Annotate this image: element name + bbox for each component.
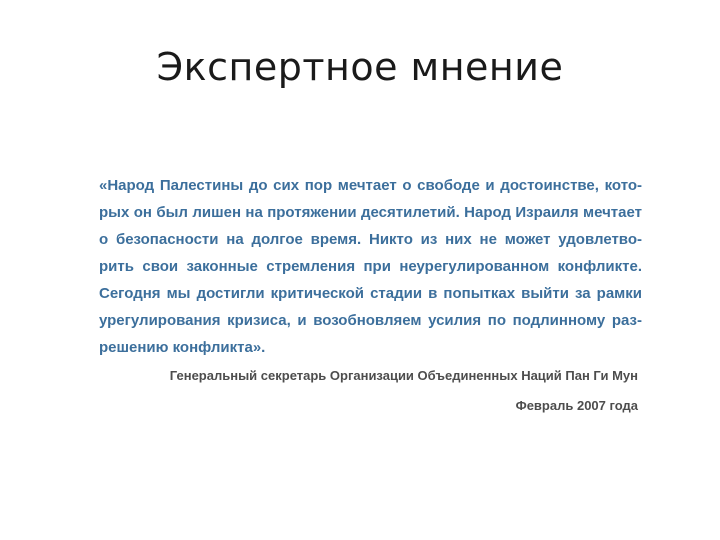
quote-date: Февраль 2007 года [515, 398, 638, 413]
quote-author: Генеральный секретарь Организации Объединенных Наций Пан Ги Мун [169, 368, 638, 383]
quote-block [99, 172, 642, 361]
quote-line: «Народ Палестины до сих пор мечтает о свободе и достоинстве, кото- [99, 177, 642, 194]
slide-title: Экспертное мнение [156, 45, 564, 89]
quote-line: урегулирования кризиса, и возобновляем усилия по подлинному раз- [99, 312, 642, 329]
quote-line: рить свои законные стремления при неурегулированном конфликте. [99, 258, 642, 275]
quote-line: Сегодня мы достигли критической стадии в попытках выйти за рамки [99, 285, 642, 302]
quote-line: решению конфликта». [99, 339, 266, 356]
quote-line: рых он был лишен на протяжении десятилетий. Народ Израиля мечтает [99, 204, 642, 221]
quote-line: о безопасности на долгое время. Никто из них не может удовлетво- [99, 231, 642, 248]
